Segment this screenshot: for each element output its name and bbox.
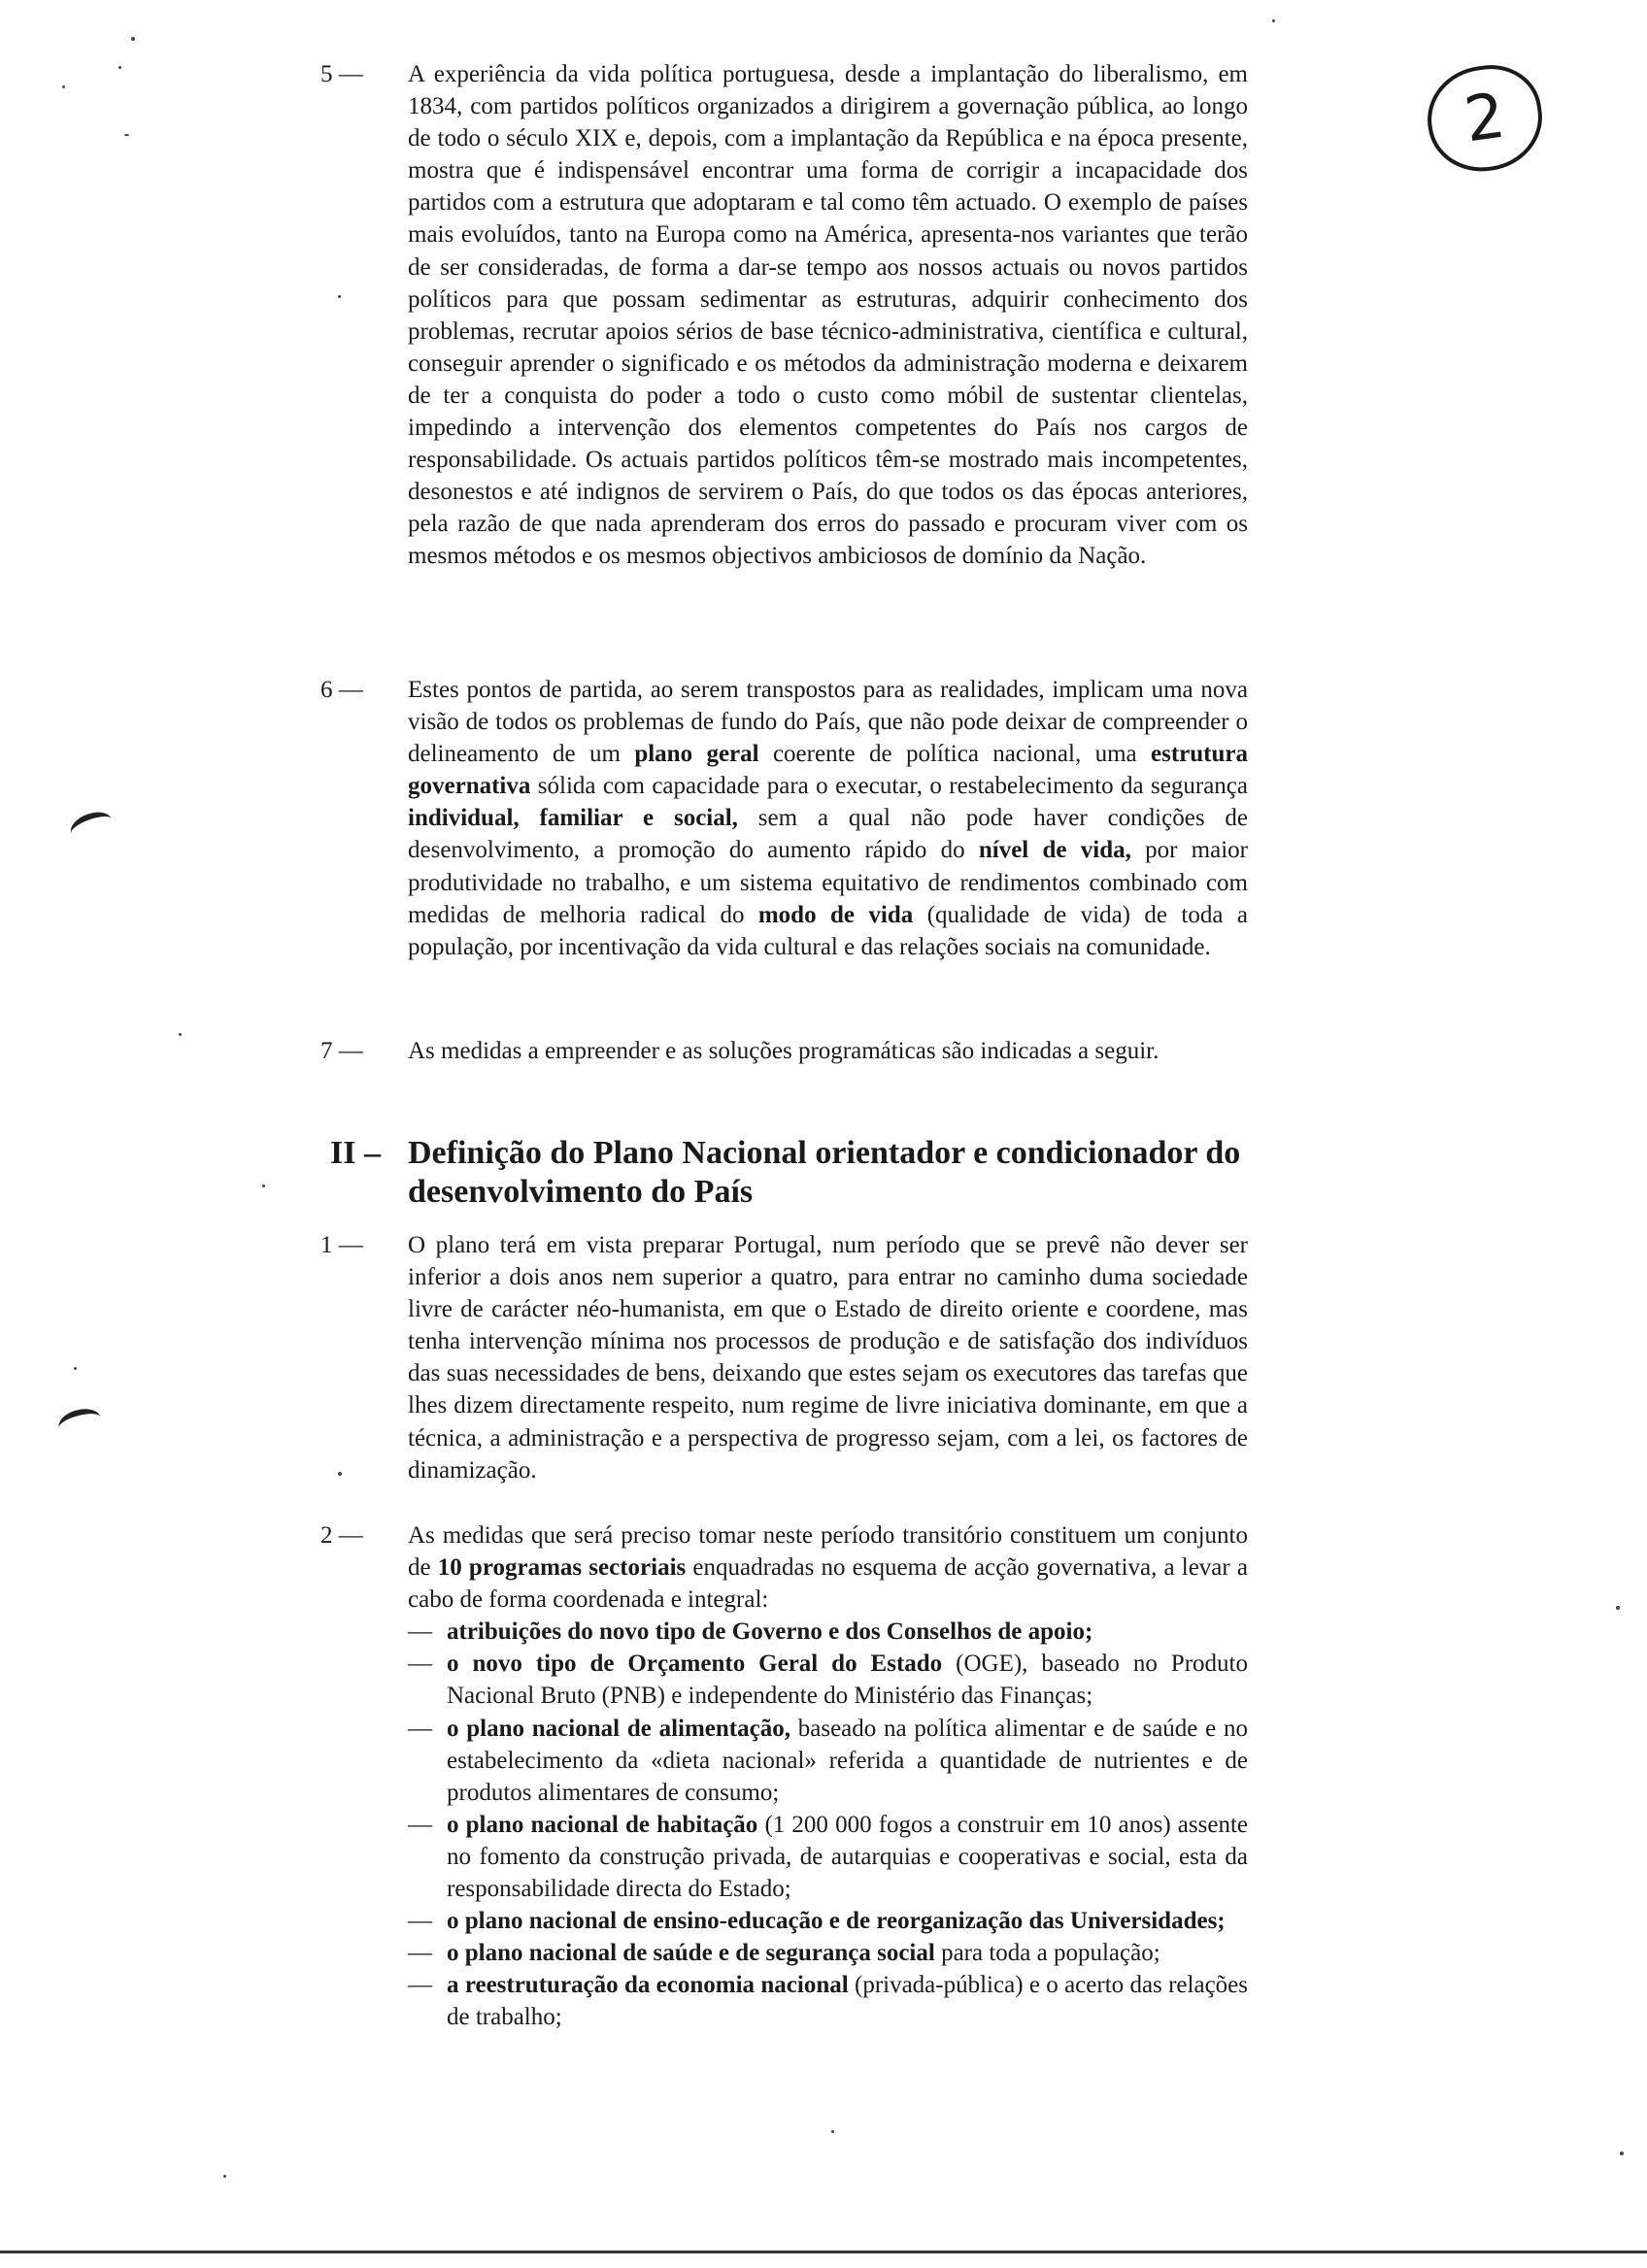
numbered-paragraph-II-1 <box>320 1229 1248 1486</box>
scan-speck <box>124 134 129 136</box>
bold-phrase: nível de vida, <box>978 837 1131 864</box>
paragraph-text: A experiência da vida política portuguesa, desde a implantação do liberalismo, em 1834, com partidos políticos organizados a dirigirem a governação pública, ao longo de todo o século XIX e, depois, com a implantação da República e na época presente, mostra que é indispensável encontrar uma forma de corrigir a incapacidade dos partidos com a estrutura que adoptaram e tal como têm actuado. O exemplo de países mais evoluídos, tanto na Europa como na América, apresenta-nos variantes que terão de ser consideradas, de forma a dar-se tempo aos nossos actuais ou novos partidos políticos para que possam sedimentar as estruturas, adquirir conhecimento dos problemas, recrutar apoios sérios de base técnico-administrativa, científica e cultural, conseguir aprender o significado e os métodos da administração moderna e deixarem de ter a conquista do poder a todo o custo como móbil de sustentar clientelas, impedindo a intervenção dos elementos competentes do País nos cargos de responsabilidade. Os actuais partidos políticos têm-se mostrado mais incompetentes, desonestos e até indignos de servirem o País, do que todos os das épocas anteriores, pela razão de que nada aprenderam dos erros do passado e procuram viver com os mesmos métodos e os mesmos objectivos ambiciosos de domínio da Nação. <box>408 61 1248 570</box>
scan-speck <box>1616 1606 1620 1610</box>
list-item: — o plano nacional de saúde e de segurança social para toda a população; <box>408 1940 1160 1967</box>
program-list <box>408 1616 1248 2033</box>
paragraph-text: O plano terá em vista preparar Portugal, num período que se prevê não dever ser inferior a dois anos nem superior a quatro, para entrar no caminho duma sociedade livre de carácter néo-humanista, em que o Estado de direito oriente e coordene, mas tenha intervenção mínima nos processos de produção e de satisfação dos indivíduos das suas necessidades de bens, deixando que estes sejam os executores das tarefas que lhes dizem directamente respeito, num regime de livre iniciativa dominante, em que a técnica, a administração e a perspectiva de progresso sejam, com a lei, os factores de dinamização. <box>408 1232 1248 1484</box>
scan-speck <box>223 2175 226 2178</box>
section-heading <box>330 1134 1340 1212</box>
punch-hole-mark <box>55 1405 103 1441</box>
scan-speck <box>262 1184 265 1187</box>
list-item: — o plano nacional de habitação (1 200 000 fogos a construir em 10 anos) assente no fomento da construção privada, de autarquias e cooperativas e social, esta da responsabilidade directa do Estado; <box>408 1811 1248 1903</box>
list-item: — o novo tipo de Orçamento Geral do Estado (OGE), baseado no Produto Nacional Bruto (PNB) e independente do Ministério das Finanças; <box>408 1651 1248 1710</box>
section-number: II – <box>330 1135 381 1171</box>
list-item: — o plano nacional de alimentação, baseado na política alimentar e de saúde e no estabelecimento da «dieta nacional» referida a quantidade de nutrientes e de produtos alimentares de consumo; <box>408 1715 1249 1806</box>
bold-phrase: plano geral <box>634 741 759 768</box>
scan-speck <box>338 295 341 298</box>
list-item: — o plano nacional de ensino-educação e de reorganização das Universidades; <box>408 1908 1226 1935</box>
scan-speck <box>62 85 65 88</box>
list-item: — atribuições do novo tipo de Governo e dos Conselhos de apoio; <box>408 1618 1093 1646</box>
scan-speck <box>131 37 135 41</box>
numbered-paragraph-5 <box>320 58 1248 573</box>
scan-speck <box>1272 19 1275 22</box>
paragraph-number: 2 — <box>320 1522 363 1549</box>
bold-phrase: 10 programas sectoriais <box>437 1554 687 1582</box>
paragraph-number: 1 — <box>320 1232 363 1258</box>
paragraph-number: 6 — <box>320 677 363 703</box>
handwritten-page-number: 2 <box>1421 58 1549 178</box>
paragraph-text: Estes pontos de partida, ao serem transpostos para as realidades, implicam uma nova visão de todos os problemas de fundo do País, que não pode deixar de compreender o delineamento de um plano geral coerente de política nacional, uma estrutura governativa sólida com capacidade para o executar, o restabelecimento da segurança individual, familiar e social, sem a qual não pode haver condições de desenvolvimento, a promoção do aumento rápido do nível de vida, por maior produtividade no trabalho, e um sistema equitativo de rendimentos combinado com medidas de melhoria radical do modo de vida (qualidade de vida) de toda a população, por incentivação da vida cultural e das relações sociais na comunidade. <box>408 677 1249 960</box>
list-item: — a reestruturação da economia nacional (privada-pública) e o acerto das relações de trabalho; <box>408 1972 1248 2031</box>
punch-hole-mark <box>67 807 116 845</box>
paragraph-text: As medidas que será preciso tomar neste período transitório constituem um conjunto de 10 programas sectoriais enquadradas no esquema de acção governativa, a levar a cabo de forma coordenada e integral: <box>408 1522 1248 1614</box>
paragraph-number: 7 — <box>320 1038 363 1064</box>
numbered-paragraph-6 <box>320 674 1248 963</box>
scan-speck <box>338 1472 342 1476</box>
bold-phrase: individual, familiar e social, <box>408 805 738 832</box>
bold-phrase: modo de vida <box>757 901 914 928</box>
scan-speck <box>179 1033 182 1036</box>
scan-speck <box>118 66 121 69</box>
scan-edge-line <box>0 2251 1647 2253</box>
scan-speck <box>74 1367 77 1370</box>
numbered-paragraph-II-2 <box>320 1519 1248 2034</box>
paragraph-number: 5 — <box>320 61 363 87</box>
scan-speck <box>831 2130 834 2133</box>
bold-phrase: estrutura governativa <box>408 741 1248 800</box>
paragraph-text: As medidas a empreender e as soluções programáticas são indicadas a seguir. <box>408 1038 1160 1064</box>
numbered-paragraph-7 <box>320 1035 1248 1067</box>
scan-speck <box>1620 2151 1624 2155</box>
section-title: Definição do Plano Nacional orientador e condicionador do desenvolvimento do País <box>408 1135 1241 1210</box>
